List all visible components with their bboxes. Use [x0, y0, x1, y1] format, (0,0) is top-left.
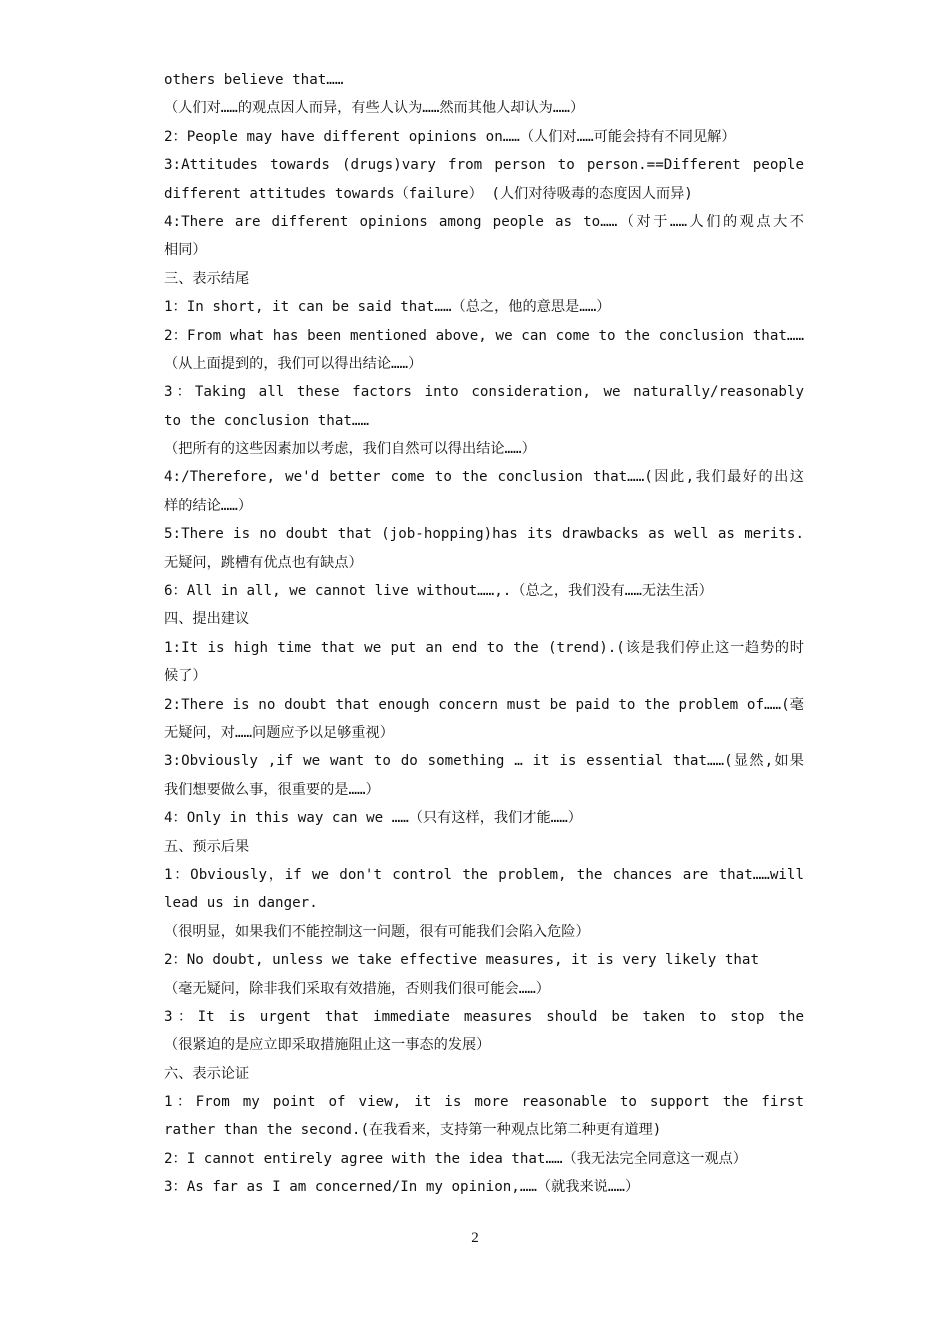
text-line: 2:There is no doubt that enough concern must be paid to the problem of……(毫 — [164, 696, 804, 713]
text-line: 3:Obviously ,if we want to do something … it is essential that……(显然,如果 — [164, 753, 804, 770]
text-line: 3：It is urgent that immediate measures should be taken to stop the — [164, 1008, 804, 1025]
text-line: 4:/Therefore, we'd better come to the conclusion that……(因此,我们最好的出这 — [164, 469, 804, 486]
text-line: 2：I cannot entirely agree with the idea that……（我无法完全同意这一观点） — [164, 1150, 747, 1167]
text-line: 4:There are different opinions among people as to……（对于……人们的观点大不 — [164, 213, 804, 230]
text-line: 3：Taking all these factors into consideration, we naturally/reasonably — [164, 384, 804, 401]
page-number: 2 — [471, 1230, 479, 1246]
section-heading: 六、表示论证 — [164, 1065, 250, 1082]
text-line: others believe that…… — [164, 72, 344, 88]
text-line: 1:It is high time that we put an end to the (trend).(该是我们停止这一趋势的时 — [164, 639, 804, 656]
text-line: different attitudes towards（failure） (人们对待吸毒的态度因人而异) — [164, 185, 693, 202]
document-body — [164, 66, 804, 1202]
text-line: 2：From what has been mentioned above, we can come to the conclusion that…… — [164, 327, 804, 344]
text-line: 6：All in all, we cannot live without……,.（总之，我们没有……无法生活） — [164, 583, 713, 600]
text-line: （把所有的这些因素加以考虑，我们自然可以得出结论……） — [164, 441, 536, 458]
text-line: to the conclusion that…… — [164, 412, 369, 429]
text-line: 样的结论……） — [164, 497, 253, 514]
text-line: 1：Obviously，if we don't control the problem, the chances are that……will — [164, 866, 804, 883]
text-line: （很明显，如果我们不能控制这一问题，很有可能我们会陷入危险） — [164, 923, 590, 940]
section-heading: 五、预示后果 — [164, 838, 250, 855]
text-line: 我们想要做么事，很重要的是……） — [164, 781, 380, 798]
text-line: 无疑问，对……问题应予以足够重视） — [164, 724, 394, 741]
section-heading: 三、表示结尾 — [164, 270, 250, 287]
text-line: 1：In short, it can be said that……（总之，他的意思是……） — [164, 299, 611, 316]
text-line: rather than the second.(在我看来，支持第一种观点比第二种更有道理) — [164, 1122, 662, 1139]
text-line: 4：Only in this way can we ……（只有这样，我们才能……） — [164, 810, 582, 827]
text-line: lead us in danger. — [164, 895, 318, 912]
text-line: （人们对……的观点因人而异，有些人认为……然而其他人却认为……） — [164, 100, 585, 117]
text-line: 1：From my point of view, it is more reasonable to support the first — [164, 1094, 804, 1111]
text-line: 2：People may have different opinions on……（人们对……可能会持有不同见解） — [164, 128, 736, 145]
section-heading: 四、提出建议 — [164, 611, 250, 628]
text-line: 相同） — [164, 242, 207, 259]
text-line: 3：As far as I am concerned/In my opinion,……（就我来说……） — [164, 1179, 640, 1196]
text-line: 候了） — [164, 668, 207, 685]
text-line: （很紧迫的是应立即采取措施阻止这一事态的发展） — [164, 1037, 491, 1054]
text-line: （毫无疑问，除非我们采取有效措施，否则我们很可能会……） — [164, 980, 550, 997]
text-line: 3:Attitudes towards (drugs)vary from person to person.==Different people — [164, 157, 804, 174]
text-line: 2：No doubt, unless we take effective measures, it is very likely that — [164, 952, 760, 969]
text-line: 5:There is no doubt that (job-hopping)has its drawbacks as well as merits. — [164, 526, 804, 543]
text-line: （从上面提到的，我们可以得出结论……） — [164, 355, 423, 372]
text-line: 无疑问，跳槽有优点也有缺点） — [164, 554, 363, 571]
